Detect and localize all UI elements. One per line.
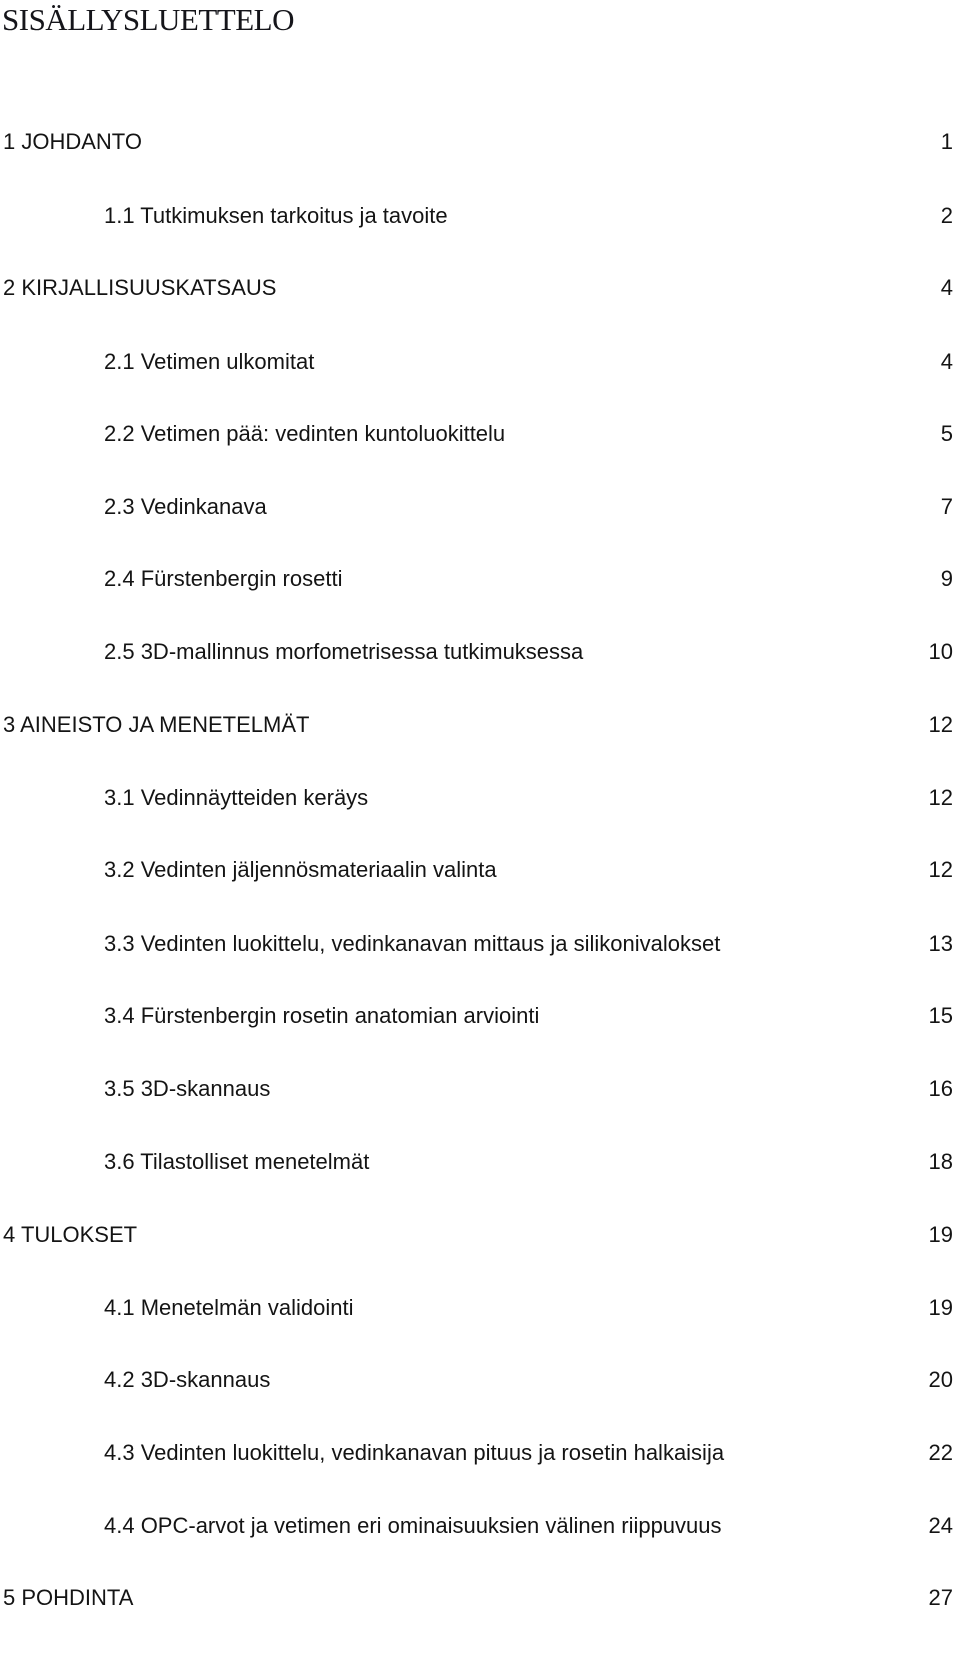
toc-entry-label: 2.4 Fürstenbergin rosetti [104,566,343,591]
toc-entry[interactable] [0,1215,960,1255]
toc-entry-page-number: 4 [940,349,953,374]
toc-entry-label: 3.3 Vedinten luokittelu, vedinkanavan mittaus ja silikonivalokset [104,931,721,956]
toc-entry-page-number: 27 [928,1585,953,1610]
toc-entry-page-number: 18 [928,1149,953,1174]
toc-entry-page-number: 12 [928,712,953,737]
toc-entry-page-number: 19 [928,1295,953,1320]
toc-entry-page-number: 10 [928,639,953,664]
toc-entry[interactable] [0,632,960,672]
toc-entry-label: 1.1 Tutkimuksen tarkoitus ja tavoite [104,203,448,228]
toc-entry-page-number: 16 [928,1076,953,1101]
toc-entry-page-number: 19 [928,1222,953,1247]
toc-entry-page-number: 20 [928,1367,953,1392]
toc-entry-label: 2.2 Vetimen pää: vedinten kuntoluokittelu [104,421,506,446]
toc-entry-page-number: 7 [940,494,953,519]
toc-entry-label: 3.2 Vedinten jäljennösmateriaalin valinta [104,857,497,882]
toc-entry-label: 3.4 Fürstenbergin rosetin anatomian arviointi [104,1003,540,1028]
toc-entry[interactable] [0,1360,960,1400]
toc-entry-label: 4.4 OPC-arvot ja vetimen eri ominaisuuksien välinen riippuvuus [104,1513,722,1538]
toc-entry-label: 5 POHDINTA [3,1585,134,1610]
toc-entry-page-number: 12 [928,785,953,810]
toc-entry[interactable] [0,268,960,308]
toc-entry[interactable] [0,342,960,382]
toc-entry-page-number: 2 [940,203,953,228]
toc-entry[interactable] [0,487,960,527]
toc-entry[interactable] [0,1069,960,1109]
toc-entry-page-number: 9 [940,566,953,591]
toc-entry[interactable] [0,1578,960,1618]
toc-entry-label: 2.3 Vedinkanava [104,494,267,519]
toc-entry-label: 4.3 Vedinten luokittelu, vedinkanavan pituus ja rosetin halkaisija [104,1440,725,1465]
toc-entry-page-number: 15 [928,1003,953,1028]
toc-entry[interactable] [0,1433,960,1473]
toc-entry[interactable] [0,1142,960,1182]
toc-entry-page-number: 24 [928,1513,953,1538]
toc-entry-page-number: 5 [940,421,953,446]
toc-entry[interactable] [0,996,960,1036]
toc-entry[interactable] [0,559,960,599]
toc-entry-label: 2 KIRJALLISUUSKATSAUS [3,275,277,300]
page-title: SISÄLLYSLUETTELO [2,2,294,37]
toc-entry-label: 2.1 Vetimen ulkomitat [104,349,315,374]
toc-entry-page-number: 4 [940,275,953,300]
toc-entry-page-number: 1 [940,129,953,154]
toc-entry-label: 4 TULOKSET [3,1222,138,1247]
toc-entry-page-number: 22 [928,1440,953,1465]
toc-entry-label: 4.1 Menetelmän validointi [104,1295,354,1320]
toc-entry-label: 3.6 Tilastolliset menetelmät [104,1149,370,1174]
toc-entry[interactable] [0,1506,960,1546]
toc-entry[interactable] [0,196,960,236]
toc-entry-label: 3.5 3D-skannaus [104,1076,271,1101]
toc-entry[interactable] [0,122,960,162]
toc-entry[interactable] [0,705,960,745]
toc-entry-label: 3.1 Vedinnäytteiden keräys [104,785,369,810]
toc-entry-label: 2.5 3D-mallinnus morfometrisessa tutkimuksessa [104,639,584,664]
toc-entry-page-number: 12 [928,857,953,882]
toc-entry-label: 1 JOHDANTO [3,129,142,154]
toc-entry[interactable] [0,850,960,890]
toc-entry-label: 4.2 3D-skannaus [104,1367,271,1392]
toc-entry[interactable] [0,924,960,964]
toc-entry[interactable] [0,778,960,818]
toc-entry[interactable] [0,414,960,454]
toc-entry-page-number: 13 [928,931,953,956]
toc-entry-label: 3 AINEISTO JA MENETELMÄT [3,712,310,737]
toc-entry[interactable] [0,1288,960,1328]
